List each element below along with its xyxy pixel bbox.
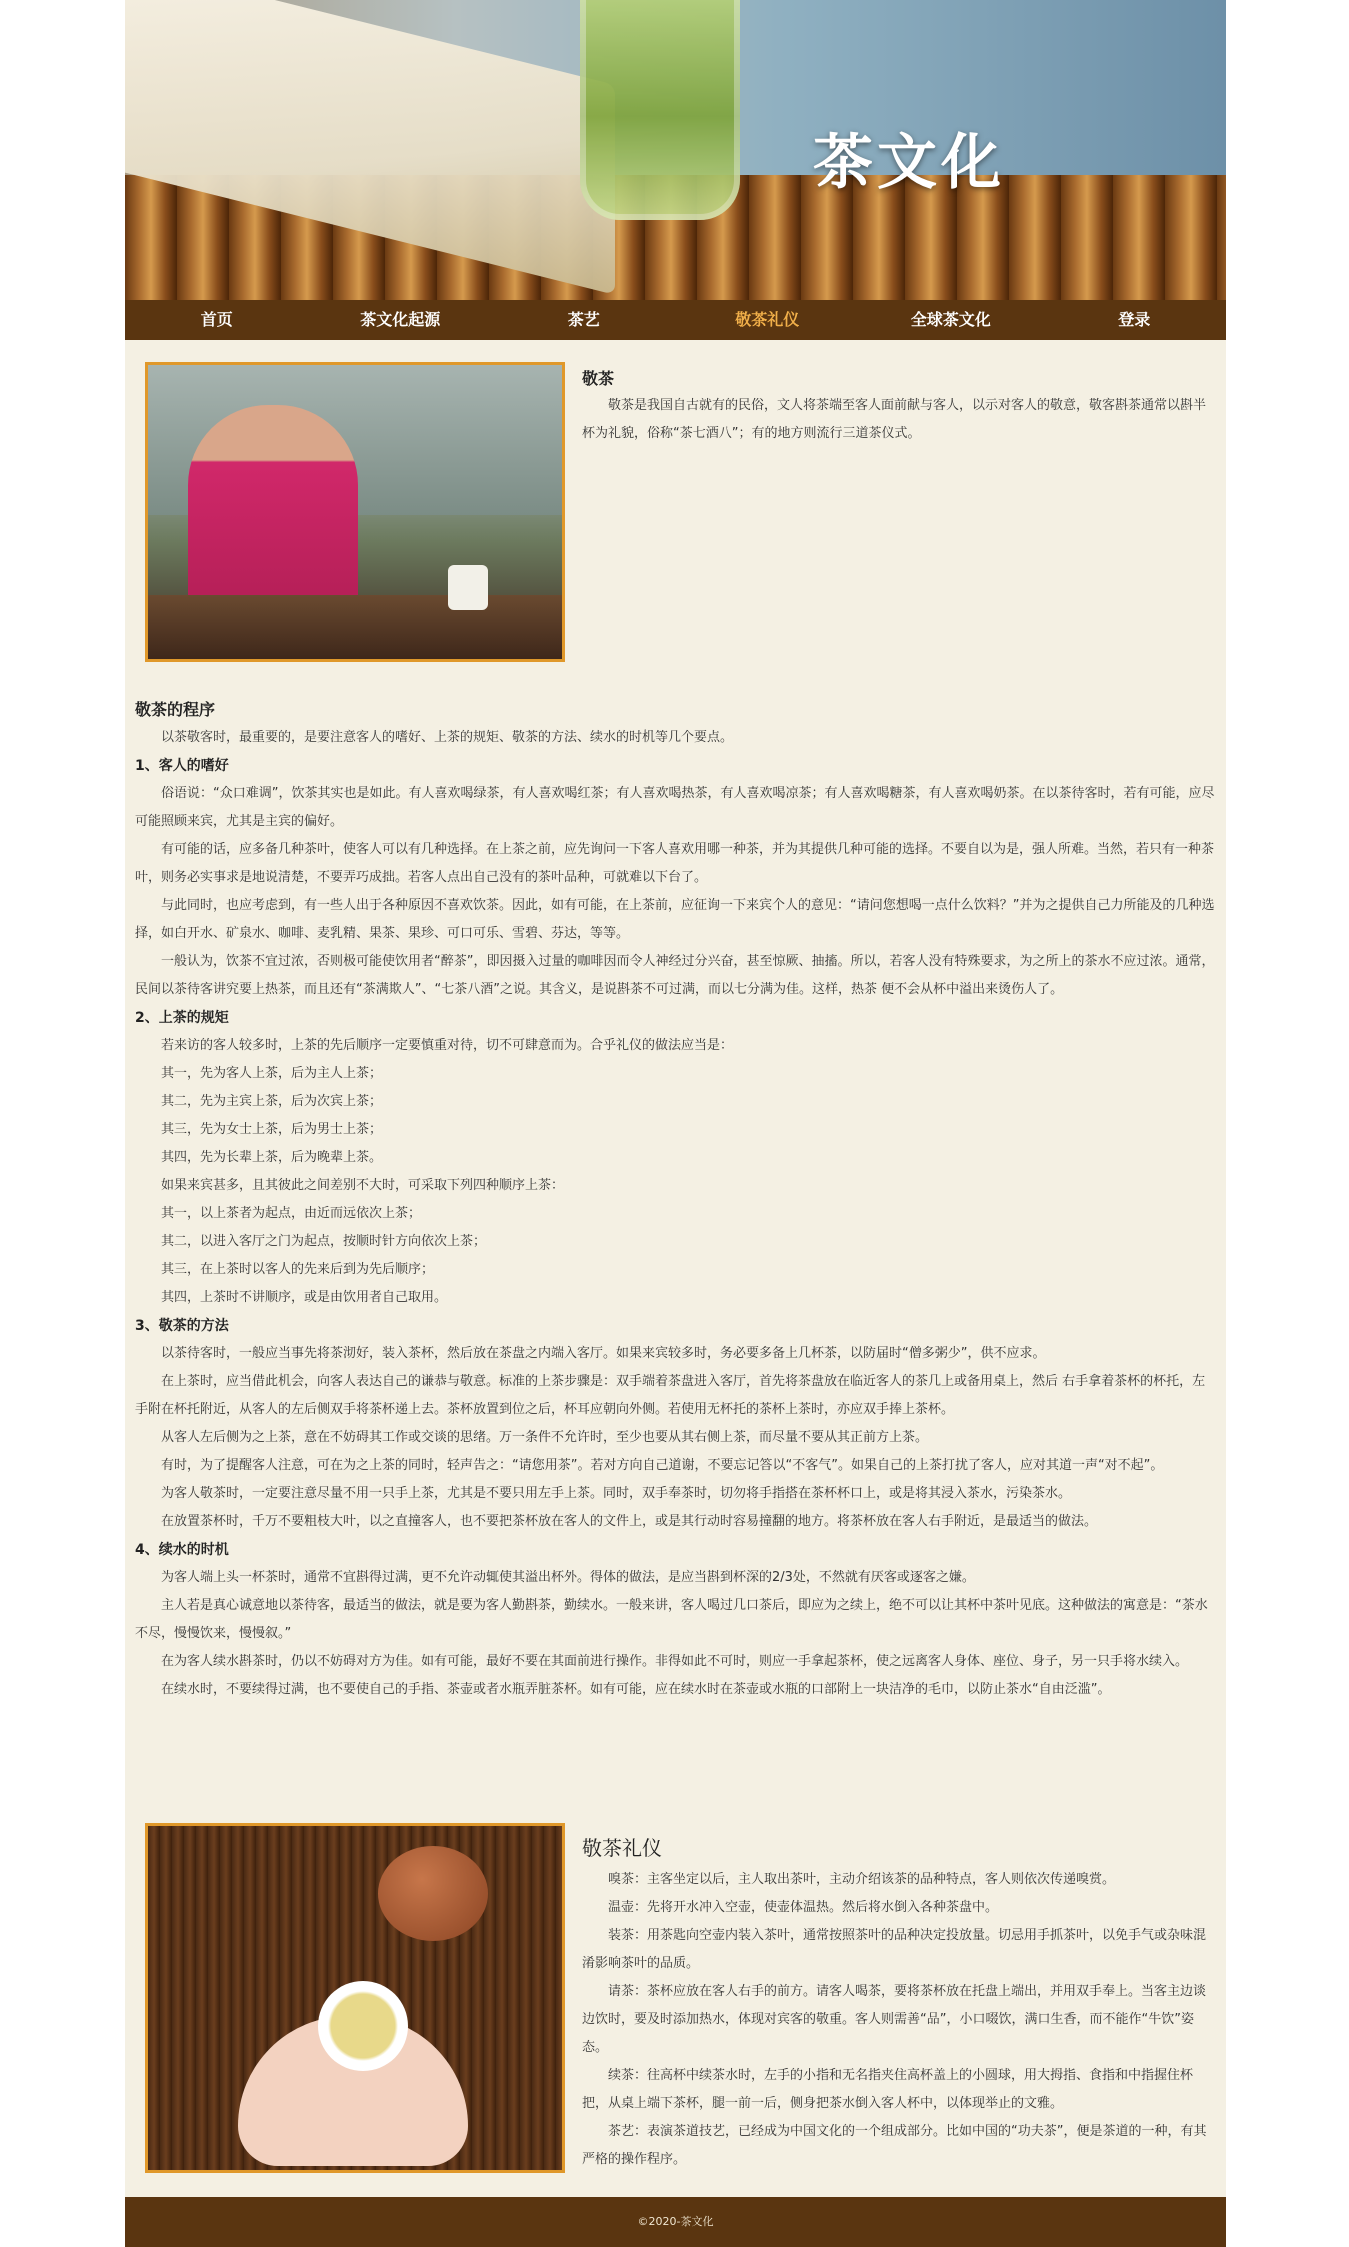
procedure-section-title: 3、敬茶的方法 [135, 1318, 229, 1334]
liyi-item: 装茶：用茶匙向空壶内装入茶叶，通常按照茶叶的品种决定投放量。切忌用手抓茶叶，以免手气或杂味混淆影响茶叶的品质。 [582, 1928, 1207, 1971]
procedure-paragraph: 为客人敬茶时，一定要注意尽量不用一只手上茶，尤其是不要只用左手上茶。同时，双手奉茶时，切勿将手指搭在茶杯杯口上，或是将其浸入茶水，污染茶水。 [161, 1486, 1072, 1501]
procedure-section-title: 1、客人的嗜好 [135, 758, 229, 774]
teapot-cup-photo [145, 1823, 565, 2173]
section-heading-liyi: 敬茶礼仪 [582, 1836, 662, 1860]
nav-item-2[interactable]: 茶艺 [567, 310, 600, 329]
procedure-paragraph: 其二，以进入客厅之门为起点，按顺时针方向依次上茶； [161, 1234, 487, 1249]
photo-white-cup [318, 1981, 408, 2071]
site-title: 茶文化 [813, 128, 1005, 198]
liyi-item: 温壶：先将开水冲入空壶，使壶体温热。然后将水倒入各种茶盘中。 [608, 1900, 999, 1915]
procedure-paragraph: 其二，先为主宾上茶，后为次宾上茶； [161, 1094, 383, 1109]
page [125, 0, 1226, 2247]
main-nav [125, 300, 1226, 340]
procedure-paragraph: 在上茶时，应当借此机会，向客人表达自己的谦恭与敬意。标准的上茶步骤是：双手端着茶盘进入客厅，首先将茶盘放在临近客人的茶几上或备用桌上，然后 右手拿着茶杯的杯托，左手附在杯托附近，从客人的左后侧双手将茶杯递上去。茶杯放置到位之后，杯耳应朝向外侧。若使用无杯托的茶杯上茶时，亦应双手捧上茶杯。 [135, 1374, 1206, 1417]
tea-serving-photo [145, 362, 565, 662]
procedure-paragraph: 在放置茶杯时，千万不要粗枝大叶，以之直撞客人，也不要把茶杯放在客人的文件上，或是其行动时容易撞翻的地方。将茶杯放在客人右手附近，是最适当的做法。 [161, 1514, 1098, 1529]
procedure-paragraph: 在续水时，不要续得过满，也不要使自己的手指、茶壶或者水瓶弄脏茶杯。如有可能，应在续水时在茶壶或水瓶的口部附上一块洁净的毛巾，以防止茶水“自由泛滥”。 [161, 1682, 1111, 1697]
procedure-paragraph: 其四，上茶时不讲顺序，或是由饮用者自己取用。 [161, 1290, 448, 1305]
procedure-paragraph: 若来访的客人较多时，上茶的先后顺序一定要慎重对待，切不可肆意而为。合乎礼仪的做法应当是： [161, 1038, 734, 1053]
liyi-item: 嗅茶：主客坐定以后，主人取出茶叶，主动介绍该茶的品种特点，客人则依次传递嗅赏。 [608, 1872, 1116, 1887]
banner [125, 0, 1226, 300]
procedure-paragraph: 一般认为，饮茶不宜过浓，否则极可能使饮用者“醉茶”，即因摄入过量的咖啡因而令人神经过分兴奋，甚至惊厥、抽搐。所以，若客人没有特殊要求，为之所上的茶水不应过浓。通常，民间以茶待客讲究要上热茶，而且还有“茶满欺人”、“七茶八酒”之说。其含义，是说斟茶不可过满，而以七分满为佳。这样，热茶 便不会从杯中溢出来烫伤人了。 [135, 954, 1215, 997]
liyi-item: 茶艺：表演茶道技艺，已经成为中国文化的一个组成部分。比如中国的“功夫茶”，便是茶道的一种，有其严格的操作程序。 [582, 2124, 1207, 2167]
liyi-item: 续茶：往高杯中续茶水时，左手的小指和无名指夹住高杯盖上的小圆球，用大拇指、食指和中指握住杯把，从桌上端下茶杯，腿一前一后，侧身把茶水倒入客人杯中，以体现举止的文雅。 [582, 2068, 1194, 2111]
nav-item-0[interactable]: 首页 [200, 310, 233, 329]
section-text-jingcha: 敬茶是我国自古就有的民俗，文人将茶端至客人面前献与客人，以示对客人的敬意，敬客斟茶通常以斟半杯为礼貌，俗称“茶七酒八”；有的地方则流行三道茶仪式。 [582, 398, 1207, 441]
procedure-paragraph: 俗语说：“众口难调”，饮茶其实也是如此。有人喜欢喝绿茶，有人喜欢喝红茶；有人喜欢喝热茶，有人喜欢喝凉茶；有人喜欢喝糖茶，有人喜欢喝奶茶。在以茶待客时，若有可能，应尽可能照顾来宾，尤其是主宾的偏好。 [135, 786, 1215, 829]
procedure-section-title: 4、续水的时机 [135, 1542, 229, 1558]
procedure-paragraph: 其三，先为女士上茶，后为男士上茶； [161, 1122, 383, 1137]
procedure-paragraph: 主人若是真心诚意地以茶待客，最适当的做法，就是要为客人勤斟茶，勤续水。一般来讲，客人喝过几口茶后，即应为之续上，绝不可以让其杯中茶叶见底。这种做法的寓意是：“茶水不尽，慢慢饮来，慢慢叙。” [135, 1598, 1208, 1641]
procedure-paragraph: 如果来宾甚多，且其彼此之间差别不大时，可采取下列四种顺序上茶： [161, 1178, 565, 1193]
procedure-paragraph: 与此同时，也应考虑到，有一些人出于各种原因不喜欢饮茶。因此，如有可能，在上茶前，应征询一下来宾个人的意见：“请问您想喝一点什么饮料？”并为之提供自己力所能及的几种选择，如白开水、矿泉水、咖啡、麦乳精、果茶、果珍、可口可乐、雪碧、芬达，等等。 [135, 898, 1215, 941]
procedure-paragraph: 其四，先为长辈上茶，后为晚辈上茶。 [161, 1150, 383, 1165]
section-heading-jingcha: 敬茶 [582, 369, 615, 388]
procedure-heading: 敬茶的程序 [135, 700, 216, 719]
procedure-paragraph: 为客人端上头一杯茶时，通常不宜斟得过满，更不允许动辄使其溢出杯外。得体的做法，是应当斟到杯深的2/3处，不然就有厌客或逐客之嫌。 [161, 1570, 975, 1585]
procedure-article [135, 696, 1215, 1704]
procedure-intro: 以茶敬客时，最重要的，是要注意客人的嗜好、上茶的规矩、敬茶的方法、续水的时机等几个要点。 [161, 730, 734, 745]
banner-tea-glass-image [580, 0, 740, 220]
procedure-paragraph: 以茶待客时，一般应当事先将茶沏好，装入茶杯，然后放在茶盘之内端入客厅。如果来宾较多时，务必要多备上几杯茶，以防届时“僧多粥少”，供不应求。 [161, 1346, 1046, 1361]
procedure-paragraph: 有时，为了提醒客人注意，可在为之上茶的同时，轻声告之：“请您用茶”。若对方向自己道谢，不要忘记答以“不客气”。如果自己的上茶打扰了客人，应对其道一声“对不起”。 [161, 1458, 1164, 1473]
nav-item-3[interactable]: 敬茶礼仪 [735, 310, 800, 329]
procedure-paragraph: 有可能的话，应多备几种茶叶，使客人可以有几种选择。在上茶之前，应先询问一下客人喜欢用哪一种茶，并为其提供几种可能的选择。不要自以为是，强人所难。当然，若只有一种茶叶，则务必实事求是地说清楚，不要弄巧成拙。若客人点出自己没有的茶叶品种，可就难以下台了。 [135, 842, 1215, 885]
procedure-sections [135, 752, 1215, 1704]
procedure-paragraph: 其一，以上茶者为起点，由近而远依次上茶； [161, 1206, 422, 1221]
procedure-section-title: 2、上茶的规矩 [135, 1010, 229, 1026]
procedure-paragraph: 其三，在上茶时以客人的先来后到为先后顺序； [161, 1262, 435, 1277]
photo-woman [188, 405, 358, 625]
nav-item-4[interactable]: 全球茶文化 [910, 310, 991, 329]
procedure-paragraph: 其一，先为客人上茶，后为主人上茶； [161, 1066, 383, 1081]
nav-item-1[interactable]: 茶文化起源 [360, 310, 441, 329]
photo-teacup [448, 565, 488, 610]
photo-teapot [378, 1846, 488, 1941]
procedure-paragraph: 从客人左后侧为之上茶，意在不妨碍其工作或交谈的思绪。万一条件不允许时，至少也要从其右侧上茶，而尽量不要从其正前方上茶。 [161, 1430, 929, 1445]
footer: ©2020-茶文化 [125, 2197, 1226, 2247]
liyi-list [582, 1866, 1212, 2174]
nav-item-5[interactable]: 登录 [1118, 310, 1151, 329]
procedure-paragraph: 在为客人续水斟茶时，仍以不妨碍对方为佳。如有可能，最好不要在其面前进行操作。非得如此不可时，则应一手拿起茶杯，使之远离客人身体、座位、身子，另一只手将水续入。 [161, 1654, 1189, 1669]
liyi-item: 请茶：茶杯应放在客人右手的前方。请客人喝茶，要将茶杯放在托盘上端出，并用双手奉上。当客主边谈边饮时，要及时添加热水，体现对宾客的敬重。客人则需善“品”，小口啜饮，满口生香，而不能作“牛饮”姿态。 [582, 1984, 1207, 2055]
